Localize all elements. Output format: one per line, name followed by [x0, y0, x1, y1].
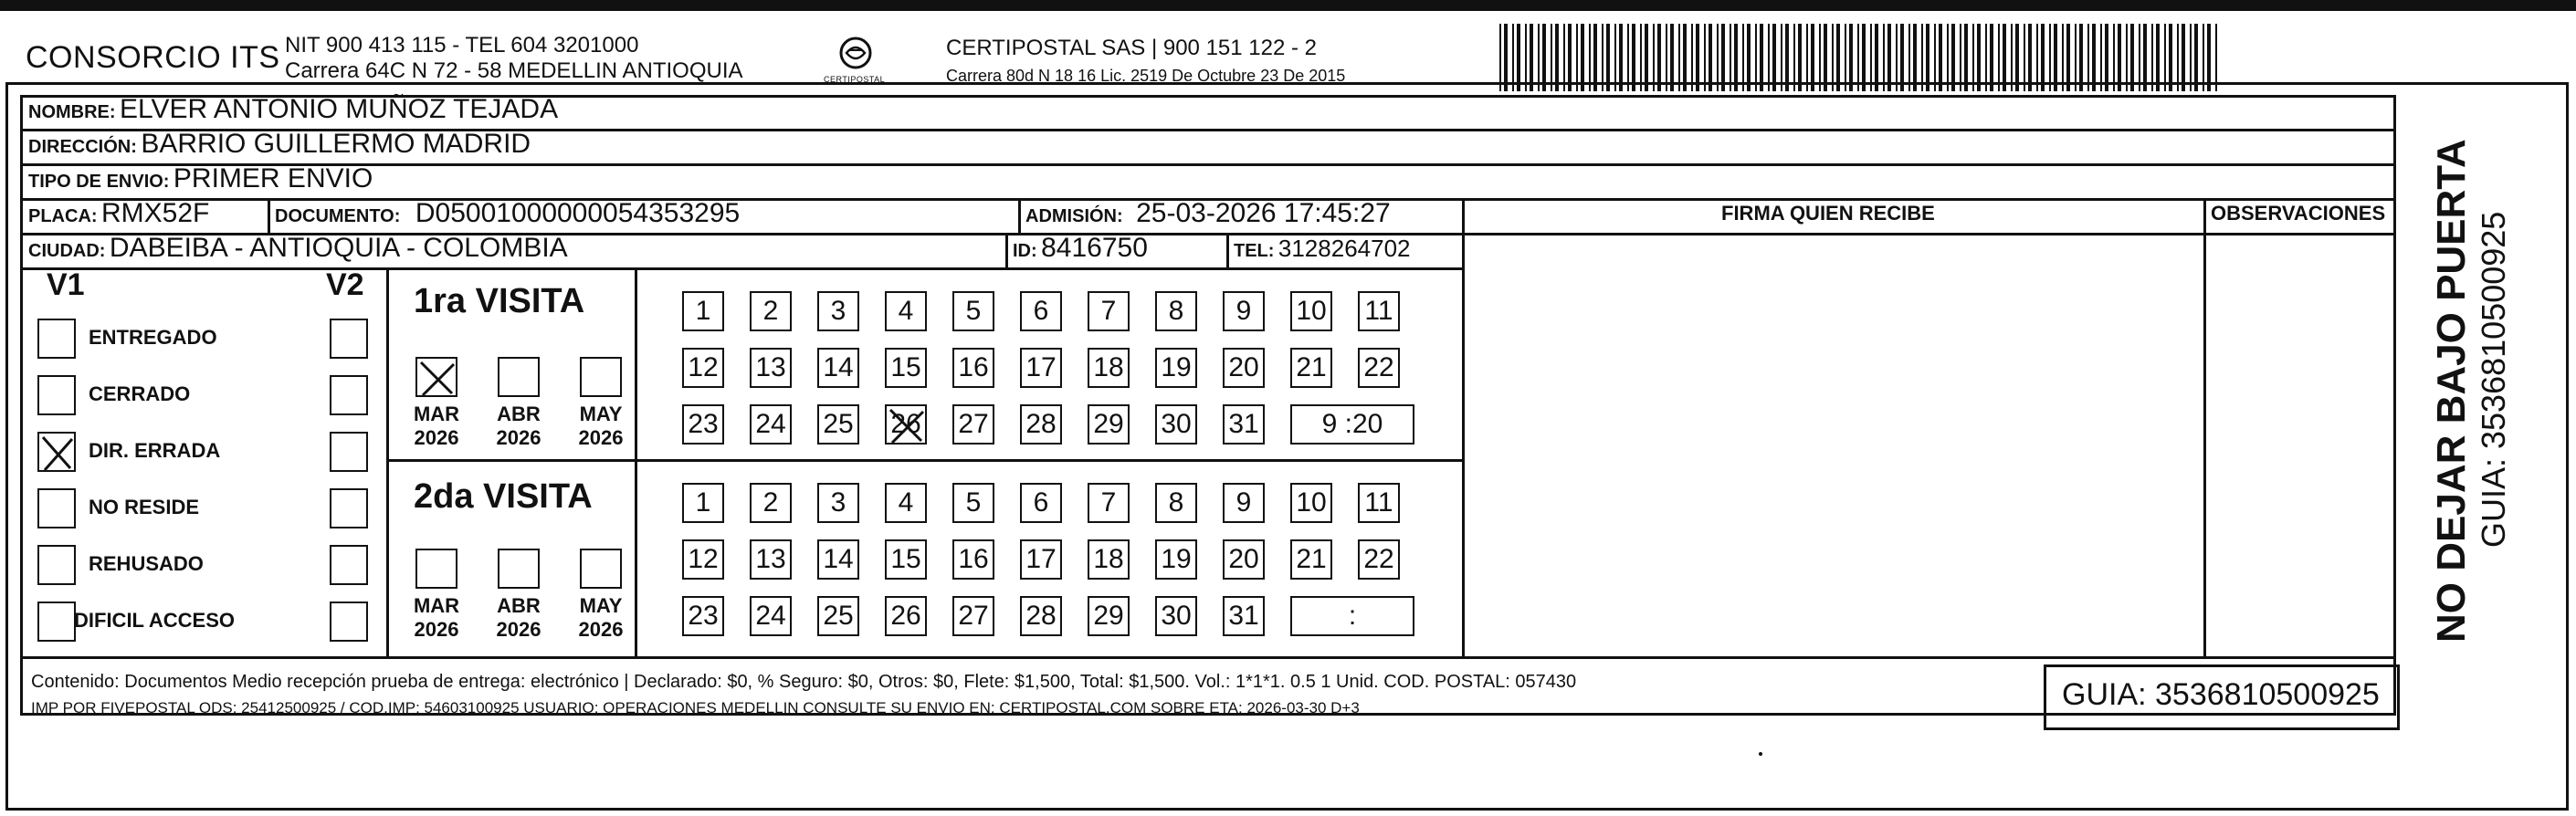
top-edge-bar: [0, 0, 2576, 11]
day-box: 23: [682, 596, 724, 636]
barcode-bar: [2194, 24, 2198, 91]
barcode-bar: [2011, 24, 2013, 91]
documento-field: [275, 198, 740, 229]
rule-tel-split: [1226, 233, 1229, 267]
month-name: MAY: [579, 594, 623, 617]
side-guia: GUIA: 3536810500925: [2475, 211, 2512, 548]
v2-checkbox: [330, 545, 368, 585]
rule-placa-split: [268, 198, 270, 233]
barcode-bar: [1990, 24, 1993, 91]
tipo-label: TIPO DE ENVIO:: [28, 172, 170, 192]
barcode-bar: [1845, 24, 1846, 91]
barcode-bar: [1747, 24, 1751, 91]
status-label: CERRADO: [89, 382, 191, 405]
rule-firma-header: [1462, 233, 2393, 235]
barcode-bar: [2087, 24, 2089, 91]
month-label: [405, 403, 468, 450]
barcode-bar: [2143, 24, 2147, 91]
nombre-value: ELVER ANTONIO MUÑOZ TEJADA: [120, 94, 559, 124]
barcode-bar: [1862, 24, 1866, 91]
certipostal-address-line: Carrera 80d N 18 16 Lic. 2519 De Octubre 23 De 2015: [946, 67, 1346, 85]
barcode-bar: [1568, 24, 1572, 91]
barcode-bar: [2190, 24, 2192, 91]
tel-value: 3128264702: [1277, 235, 1411, 262]
company-name: CONSORCIO ITS: [26, 40, 280, 75]
day-box: 7: [1088, 291, 1130, 331]
status-label: DIR. ERRADA: [89, 439, 221, 462]
day-box: 29: [1088, 596, 1130, 636]
barcode-bar: [2079, 24, 2083, 91]
id-value: 8416750: [1041, 233, 1148, 263]
day-box: 14: [817, 539, 859, 580]
day-box: 24: [750, 404, 792, 445]
barcode-bar: [2169, 24, 2172, 91]
barcode-bar: [1849, 24, 1853, 91]
day-box: 24: [750, 596, 792, 636]
day-box: 30: [1155, 596, 1197, 636]
rule-firma-left: [1462, 198, 1465, 656]
barcode-bar: [1887, 24, 1891, 91]
month-label: [569, 403, 633, 450]
month-label: [405, 594, 468, 642]
v1-checkbox: [37, 545, 76, 585]
barcode-bar: [1939, 24, 1942, 91]
month-checkbox: [580, 549, 622, 589]
barcode-bar: [1657, 24, 1661, 91]
barcode-bar: [1896, 24, 1898, 91]
day-box: 25: [817, 404, 859, 445]
ciudad-field: [28, 233, 568, 264]
day-box: 14: [817, 348, 859, 388]
stray-dot: [1759, 752, 1762, 756]
day-box: 20: [1223, 539, 1265, 580]
barcode-bar: [2151, 24, 2153, 91]
rule-ciudad: [23, 267, 1462, 270]
barcode-bar: [1632, 24, 1635, 91]
barcode-bar: [1730, 24, 1731, 91]
status-label: DIFICIL ACCESO: [74, 609, 236, 632]
logo-caption: CERTIPOSTAL: [824, 75, 886, 84]
handwritten-x-mark: [39, 434, 76, 472]
tipo-value: PRIMER ENVIO: [173, 163, 373, 194]
id-field: [1013, 233, 1148, 264]
day-box: 3: [817, 483, 859, 523]
day-box: 15: [885, 539, 927, 580]
documento-value: D05001000000054353295: [415, 198, 741, 228]
month-label: [487, 403, 551, 450]
admision-value: 25-03-2026 17:45:27: [1136, 198, 1391, 228]
status-label: REHUSADO: [89, 552, 204, 575]
barcode-bar: [2203, 24, 2204, 91]
rule-visit-split: [386, 459, 1462, 462]
day-box: 9: [1223, 291, 1265, 331]
barcode-bar: [1870, 24, 1872, 91]
barcode-bar: [2024, 24, 2025, 91]
barcode-bar: [1734, 24, 1738, 91]
barcode-bar: [1908, 24, 1910, 91]
barcode-bar: [2066, 24, 2070, 91]
barcode-bar: [1581, 24, 1584, 91]
day-box: 17: [1020, 348, 1062, 388]
barcode-bar: [1798, 24, 1802, 91]
day-box: 2: [750, 291, 792, 331]
v1-checkbox: [37, 488, 76, 528]
barcode-bar: [1832, 24, 1834, 91]
barcode-bar: [1985, 24, 1987, 91]
status-label: ENTREGADO: [89, 326, 217, 349]
barcode-bar: [1542, 24, 1546, 91]
barcode-bar: [1772, 24, 1776, 91]
barcode-bar: [1964, 24, 1968, 91]
barcode-bar: [1760, 24, 1763, 91]
day-box: 12: [682, 348, 724, 388]
barcode-bar: [1977, 24, 1981, 91]
barcode-bar: [1670, 24, 1674, 91]
day-box: 10: [1290, 483, 1332, 523]
day-box: 22: [1358, 539, 1400, 580]
day-box: 13: [750, 348, 792, 388]
day-box: 16: [952, 539, 994, 580]
barcode-bar: [1640, 24, 1642, 91]
day-box: 4: [885, 291, 927, 331]
placa-field: [28, 198, 209, 229]
rule-admision-split: [1018, 198, 1021, 233]
month-year: 2026: [496, 426, 541, 449]
direccion-row: [28, 129, 531, 160]
barcode-bar: [2118, 24, 2121, 91]
barcode-bar: [2182, 24, 2185, 91]
barcode-bar: [2156, 24, 2160, 91]
tipo-row: [28, 163, 373, 194]
barcode-bar: [1614, 24, 1616, 91]
firma-header: FIRMA QUIEN RECIBE: [1721, 202, 1935, 225]
visit2-title: 2da VISITA: [414, 477, 593, 516]
day-box: 30: [1155, 404, 1197, 445]
barcode-bar: [1525, 24, 1527, 91]
month-checkbox: [498, 549, 540, 589]
day-box: 12: [682, 539, 724, 580]
v2-header: V2: [326, 267, 364, 302]
day-box: 16: [952, 348, 994, 388]
barcode-bar: [1811, 24, 1814, 91]
v1-checkbox: [37, 432, 76, 472]
barcode-bar: [1947, 24, 1949, 91]
barcode-bar: [2003, 24, 2006, 91]
day-box: 5: [952, 483, 994, 523]
barcode-bar: [1645, 24, 1648, 91]
barcode-bar: [1793, 24, 1795, 91]
month-name: MAY: [579, 403, 623, 425]
handwritten-x-mark: [887, 406, 927, 445]
direccion-label: DIRECCIÓN:: [28, 137, 137, 157]
day-box: 25: [817, 596, 859, 636]
barcode-bar: [1627, 24, 1629, 91]
month-label: [569, 594, 633, 642]
day-box: 28: [1020, 596, 1062, 636]
guia-number: GUIA: 3536810500925: [2062, 677, 2380, 712]
barcode-bar: [1653, 24, 1655, 91]
v1-checkbox: [37, 319, 76, 359]
direccion-value: BARRIO GUILLERMO MADRID: [141, 129, 531, 159]
barcode-bar: [1755, 24, 1757, 91]
certipostal-info: [946, 35, 1345, 89]
barcode-bar: [1960, 24, 1961, 91]
observaciones-header: OBSERVACIONES: [2211, 202, 2386, 225]
barcode-bar: [1875, 24, 1878, 91]
company-nit-line: NIT 900 413 115 - TEL 604 3201000: [285, 33, 639, 58]
v2-checkbox: [330, 432, 368, 472]
month-checkbox: [580, 357, 622, 397]
day-box: 13: [750, 539, 792, 580]
rule-direccion: [23, 163, 2393, 166]
day-box: 6: [1020, 291, 1062, 331]
visit1-title: 1ra VISITA: [414, 282, 585, 320]
day-box: 1: [682, 291, 724, 331]
barcode-bar: [1934, 24, 1936, 91]
barcode-bar: [1576, 24, 1578, 91]
time-box: 9 :20: [1290, 404, 1414, 445]
day-box: 10: [1290, 291, 1332, 331]
day-box: 29: [1088, 404, 1130, 445]
month-name: MAR: [413, 594, 460, 617]
rule-status-right: [386, 267, 389, 656]
v2-checkbox: [330, 375, 368, 415]
month-label: [487, 594, 551, 642]
delivery-form: [20, 95, 2396, 716]
barcode: [1499, 24, 2221, 91]
barcode-bar: [1593, 24, 1597, 91]
barcode-bar: [1666, 24, 1667, 91]
barcode-bar: [1555, 24, 1559, 91]
admision-field: [1025, 198, 1391, 229]
day-box: 23: [682, 404, 724, 445]
ciudad-value: DABEIBA - ANTIOQUIA - COLOMBIA: [109, 233, 568, 263]
day-box: 31: [1223, 404, 1265, 445]
barcode-bar: [1785, 24, 1789, 91]
month-year: 2026: [496, 618, 541, 641]
barcode-bar: [1619, 24, 1623, 91]
month-name: MAR: [413, 403, 460, 425]
barcode-bar: [1913, 24, 1917, 91]
day-box: 28: [1020, 404, 1062, 445]
placa-value: RMX52F: [101, 198, 210, 228]
day-box: 27: [952, 404, 994, 445]
v1-header: V1: [47, 267, 85, 302]
barcode-bar: [1606, 24, 1610, 91]
barcode-bar: [1538, 24, 1540, 91]
day-box: 1: [682, 483, 724, 523]
day-box: 21: [1290, 539, 1332, 580]
barcode-bar: [2207, 24, 2211, 91]
barcode-bar: [2130, 24, 2134, 91]
day-box: 8: [1155, 291, 1197, 331]
barcode-bar: [1530, 24, 1533, 91]
barcode-bar: [1972, 24, 1974, 91]
barcode-bar: [2215, 24, 2217, 91]
barcode-bar: [2105, 24, 2108, 91]
barcode-bar: [1742, 24, 1744, 91]
day-box: 18: [1088, 348, 1130, 388]
v2-checkbox: [330, 319, 368, 359]
month-name: ABR: [497, 403, 541, 425]
barcode-bar: [1836, 24, 1840, 91]
footer-contents-line: Contenido: Documentos Medio recepción prueba de entrega: electrónico | Declarado: $0, % Seguro: $0, Otros: $0, Flete: $1,500, Total: $1,500. Vol.: 1*1*1. 0.5 1 Unid. COD. POSTAL: 057430: [31, 672, 1577, 692]
day-box: 18: [1088, 539, 1130, 580]
barcode-bar: [1512, 24, 1514, 91]
v1-checkbox: [37, 602, 76, 642]
barcode-bar: [2041, 24, 2045, 91]
barcode-bar: [1683, 24, 1687, 91]
barcode-bar: [2113, 24, 2115, 91]
barcode-bar: [2062, 24, 2064, 91]
day-box: 19: [1155, 539, 1197, 580]
barcode-bar: [1926, 24, 1929, 91]
barcode-bar: [1551, 24, 1552, 91]
barcode-bar: [1998, 24, 2000, 91]
barcode-bar: [1709, 24, 1712, 91]
v2-checkbox: [330, 488, 368, 528]
month-year: 2026: [578, 618, 624, 641]
v1-checkbox: [37, 375, 76, 415]
side-notice: NO DEJAR BAJO PUERTA: [2429, 139, 2474, 643]
day-box: 9: [1223, 483, 1265, 523]
tel-label: TEL:: [1234, 241, 1275, 261]
ciudad-label: CIUDAD:: [28, 241, 106, 261]
day-box: 2: [750, 483, 792, 523]
documento-label: DOCUMENTO:: [275, 206, 401, 226]
tel-field: [1234, 235, 1411, 263]
barcode-bar: [1589, 24, 1591, 91]
day-box: 8: [1155, 483, 1197, 523]
day-box: 4: [885, 483, 927, 523]
barcode-bar: [1602, 24, 1603, 91]
barcode-bar: [1900, 24, 1904, 91]
day-box: 15: [885, 348, 927, 388]
rule-visit-months-right: [635, 267, 637, 656]
month-year: 2026: [578, 426, 624, 449]
barcode-bar: [2092, 24, 2096, 91]
month-checkbox: [415, 357, 457, 397]
barcode-bar: [1696, 24, 1699, 91]
barcode-bar: [1678, 24, 1680, 91]
day-box: 5: [952, 291, 994, 331]
rule-footer: [23, 656, 2393, 659]
footer-print-line: IMP POR FIVEPOSTAL ODS: 25412500925 / COD.IMP: 54603100925 USUARIO: OPERACIONES MEDELLIN CONSULTE SU ENVIO EN: CERTIPOSTAL.COM SOBRE ETA: 2026-03-30 D+3: [31, 699, 1360, 717]
day-box: 17: [1020, 539, 1062, 580]
rule-observaciones-left: [2203, 198, 2206, 656]
barcode-bar: [1563, 24, 1565, 91]
barcode-bar: [2177, 24, 2179, 91]
barcode-bar: [2036, 24, 2038, 91]
day-box: 7: [1088, 483, 1130, 523]
barcode-bar: [1819, 24, 1821, 91]
day-box: 19: [1155, 348, 1197, 388]
barcode-bar: [1921, 24, 1923, 91]
barcode-bar: [1857, 24, 1859, 91]
barcode-bar: [1883, 24, 1885, 91]
month-year: 2026: [414, 618, 459, 641]
month-name: ABR: [497, 594, 541, 617]
admision-label: ADMISIÓN:: [1025, 206, 1123, 226]
day-box: 11: [1358, 291, 1400, 331]
barcode-bar: [1704, 24, 1706, 91]
barcode-bar: [2015, 24, 2019, 91]
day-box: 11: [1358, 483, 1400, 523]
barcode-bar: [2049, 24, 2051, 91]
month-checkbox: [498, 357, 540, 397]
day-box: 27: [952, 596, 994, 636]
barcode-bar: [1499, 24, 1501, 91]
barcode-bar: [1781, 24, 1782, 91]
day-box: 26: [885, 596, 927, 636]
barcode-bar: [1517, 24, 1520, 91]
v2-checkbox: [330, 602, 368, 642]
day-box: 6: [1020, 483, 1062, 523]
company-info: [285, 33, 743, 84]
certipostal-nit-line: CERTIPOSTAL SAS | 900 151 122 - 2: [946, 36, 1317, 60]
barcode-bar: [2126, 24, 2128, 91]
month-year: 2026: [414, 426, 459, 449]
barcode-bar: [1806, 24, 1808, 91]
day-box: 31: [1223, 596, 1265, 636]
barcode-bar: [2139, 24, 2140, 91]
day-box: 26: [885, 404, 927, 445]
month-checkbox: [415, 549, 457, 589]
barcode-bar: [2028, 24, 2032, 91]
barcode-bar: [2100, 24, 2102, 91]
barcode-bar: [1691, 24, 1693, 91]
nombre-label: NOMBRE:: [28, 102, 116, 122]
barcode-bar: [2164, 24, 2166, 91]
placa-label: PLACA:: [28, 206, 98, 226]
nombre-row: [28, 94, 558, 125]
day-box: 22: [1358, 348, 1400, 388]
handwritten-x-mark: [417, 359, 457, 397]
barcode-bar: [2054, 24, 2057, 91]
day-box: 20: [1223, 348, 1265, 388]
id-label: ID:: [1013, 241, 1037, 261]
barcode-bar: [1768, 24, 1770, 91]
barcode-bar: [1951, 24, 1955, 91]
day-box: 3: [817, 291, 859, 331]
barcode-bar: [1504, 24, 1508, 91]
rule-id-split: [1005, 233, 1008, 267]
company-address-line: Carrera 64C N 72 - 58 MEDELLIN ANTIOQUIA: [285, 58, 743, 83]
barcode-bar: [1721, 24, 1725, 91]
barcode-bar: [1717, 24, 1719, 91]
barcode-bar: [1824, 24, 1827, 91]
barcode-bar: [2075, 24, 2077, 91]
time-box: :: [1290, 596, 1414, 636]
status-label: NO RESIDE: [89, 496, 200, 518]
day-box: 21: [1290, 348, 1332, 388]
